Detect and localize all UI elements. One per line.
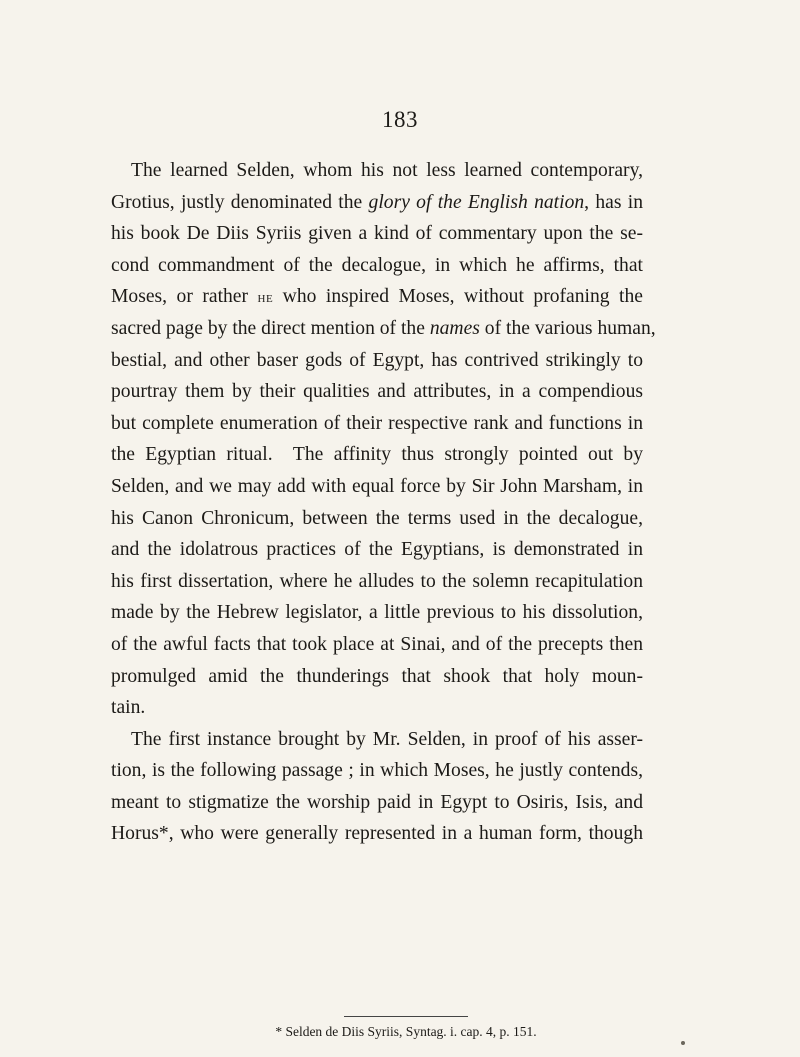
ink-speck bbox=[681, 1041, 685, 1045]
body-text bbox=[111, 155, 656, 850]
italic-text: glory of the English nation bbox=[368, 191, 585, 213]
text-line bbox=[111, 218, 643, 250]
text-line bbox=[111, 281, 643, 313]
text-segment: who inspired Moses, without profaning the bbox=[273, 286, 643, 308]
text-segment: his book De Diis Syriis given a kind of commentary upon the se- bbox=[111, 223, 643, 245]
text-segment: bestial, and other baser gods of Egypt, has contrived strikingly to bbox=[111, 349, 643, 371]
text-segment: The first instance brought by Mr. Selden, in proof of his asser- bbox=[131, 728, 643, 750]
italic-text: names bbox=[429, 317, 480, 339]
page-number: 183 bbox=[382, 107, 418, 132]
text-line bbox=[111, 155, 643, 187]
text-line bbox=[111, 692, 643, 724]
text-line bbox=[111, 534, 643, 566]
text-line bbox=[111, 755, 643, 787]
text-segment: promulged amid the thunderings that shook that holy moun- bbox=[111, 665, 643, 687]
text-segment: made by the Hebrew legislator, a little previous to his dissolution, bbox=[111, 602, 643, 624]
text-line bbox=[111, 313, 656, 345]
text-segment: cond commandment of the decalogue, in which he affirms, that bbox=[111, 254, 643, 276]
text-segment: sacred page by the direct mention of the bbox=[111, 317, 430, 339]
text-line bbox=[111, 345, 643, 377]
text-line bbox=[111, 661, 643, 693]
text-segment: Selden, and we may add with equal force by Sir John Marsham, in bbox=[111, 475, 643, 497]
text-segment: his Canon Chronicum, between the terms used in the decalogue, bbox=[111, 507, 643, 529]
text-line bbox=[111, 187, 643, 219]
text-line bbox=[111, 408, 643, 440]
text-segment: Moses, or rather bbox=[111, 286, 258, 308]
text-segment: Horus*, who were generally represented in a human form, though bbox=[111, 823, 643, 845]
text-segment: and the idolatrous practices of the Egyptians, is demonstrated in bbox=[111, 539, 643, 561]
footnote: * Selden de Diis Syriis, Syntag. i. cap. 4, p. 151. bbox=[275, 1024, 537, 1039]
text-line bbox=[111, 439, 643, 471]
text-line bbox=[111, 597, 643, 629]
text-segment: tain. bbox=[111, 697, 146, 719]
footnote-rule bbox=[344, 1016, 468, 1017]
text-line bbox=[111, 629, 643, 661]
text-segment: The learned Selden, whom his not less learned contemporary, bbox=[131, 160, 643, 181]
text-line bbox=[111, 566, 643, 598]
text-segment: of the various human, bbox=[479, 317, 656, 339]
text-segment: his first dissertation, where he alludes to the solemn recapitulation bbox=[111, 570, 643, 592]
text-segment: but complete enumeration of their respective rank and functions in bbox=[111, 412, 643, 434]
text-line bbox=[111, 503, 643, 535]
text-segment: , has in bbox=[584, 191, 644, 213]
text-line bbox=[111, 818, 643, 850]
text-line bbox=[111, 471, 643, 503]
text-segment: Grotius, justly denominated the bbox=[111, 191, 369, 213]
text-segment: tion, is the following passage ; in which Moses, he justly contends, bbox=[111, 760, 643, 782]
text-line bbox=[111, 724, 643, 756]
text-line bbox=[111, 787, 643, 819]
text-segment: of the awful facts that took place at Sinai, and of the precepts then bbox=[111, 633, 643, 655]
text-segment: the Egyptian ritual. The affinity thus strongly pointed out by bbox=[111, 444, 643, 466]
text-line bbox=[111, 376, 643, 408]
text-line bbox=[111, 250, 643, 282]
text-segment: pourtray them by their qualities and attributes, in a compendious bbox=[111, 381, 643, 403]
small-caps-text: he bbox=[257, 289, 274, 307]
text-segment: meant to stigmatize the worship paid in Egypt to Osiris, Isis, and bbox=[111, 791, 643, 813]
